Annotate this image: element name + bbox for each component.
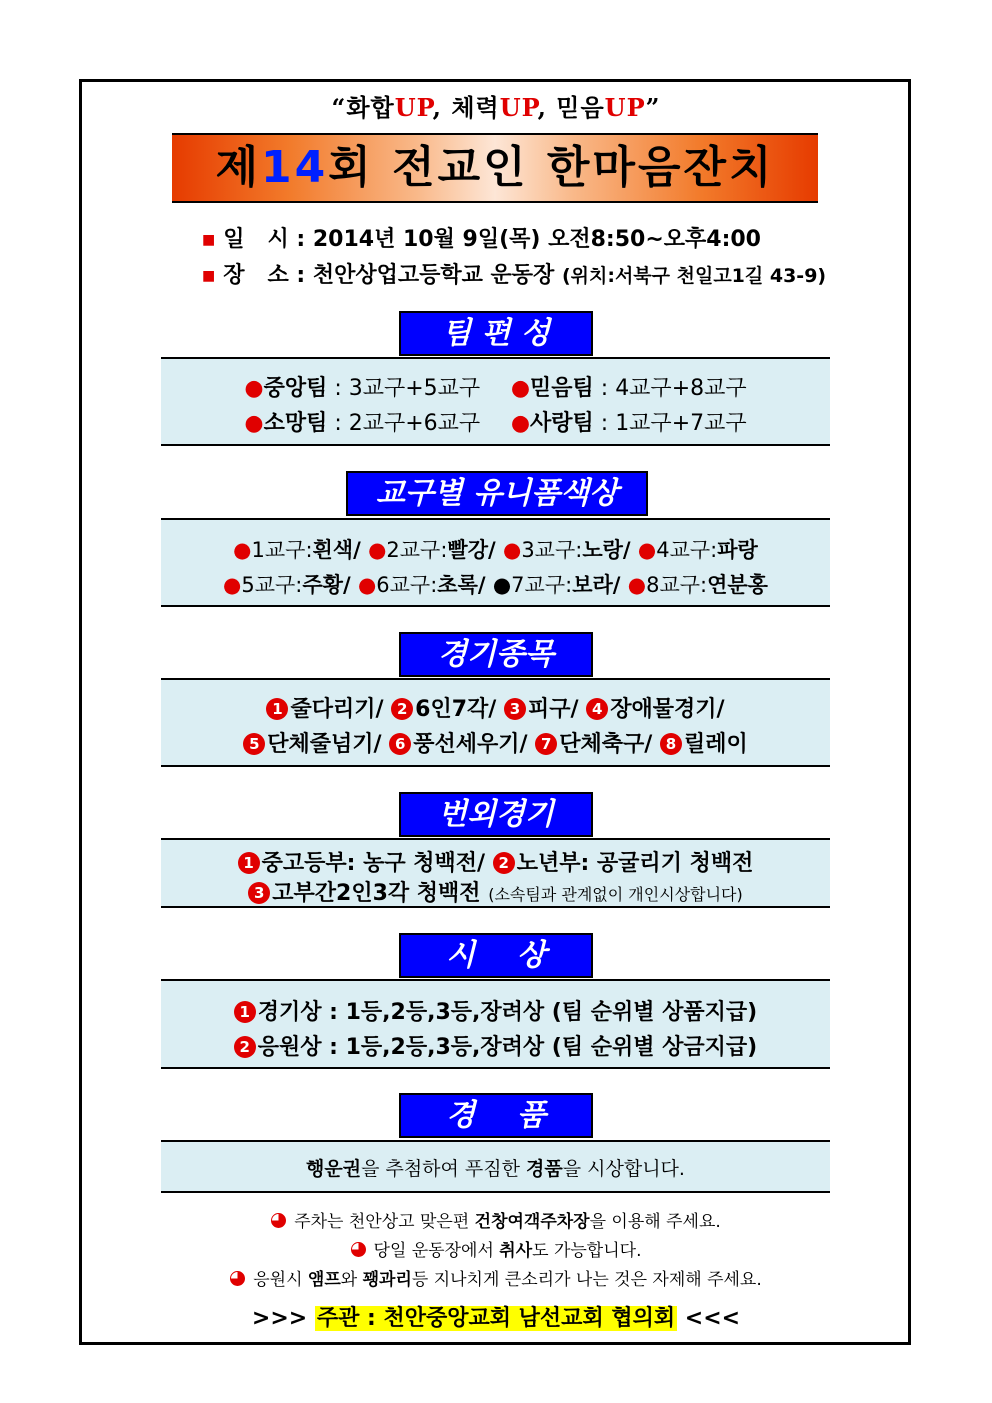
- event-name: 6인7각: [415, 697, 489, 722]
- uniform-color: 파랑: [717, 538, 758, 562]
- slogan-up: UP: [499, 93, 538, 122]
- events-box: [161, 678, 830, 767]
- slogan: [0, 88, 992, 123]
- uniform-color: 빨강: [447, 538, 488, 562]
- title-part: 제: [215, 142, 262, 193]
- district: 2교구: [386, 538, 441, 562]
- teams-row: ●소망팀 : 2교구+6교구 ●사랑팀 : 1교구+7교구: [244, 411, 747, 436]
- uniform-color: 노랑: [582, 538, 623, 562]
- number-circle-icon: 8: [660, 733, 682, 755]
- team-name: 중앙팀: [263, 376, 328, 401]
- prize-keyword: 경품: [526, 1158, 563, 1180]
- section-header-teams: 팀 편 성: [399, 311, 593, 356]
- events-row: 1 줄다리기/ 2 6인7각/ 3 피구/ 4 장애물경기/: [161, 692, 830, 723]
- number-circle-icon: 6: [389, 733, 411, 755]
- extra-box: [161, 838, 830, 908]
- chevrons-right-icon: >>>: [251, 1306, 308, 1331]
- bullet-dot-icon: ●: [244, 411, 264, 436]
- uniform-color: 주황: [302, 573, 343, 597]
- date-value: 2014년 10월 9일(목) 오전8:50~오후4:00: [312, 227, 761, 252]
- events-row: 5 단체줄넘기/ 6 풍선세우기/ 7 단체축구/ 8 릴레이: [161, 727, 830, 758]
- prize-keyword: 행운권: [306, 1158, 362, 1180]
- event-name: 장애물경기: [610, 697, 717, 722]
- district: 4교구: [656, 538, 711, 562]
- bullet-dot-icon: ●: [637, 538, 657, 562]
- title-part: 회 전교인 한마음잔치: [328, 142, 775, 193]
- bullet-dot-icon: ●: [244, 376, 264, 401]
- note-text: 등 지나치게 큰소리가 나는 것은 자제해 주세요.: [411, 1270, 762, 1290]
- bullet-dot-icon: ●: [233, 538, 252, 562]
- date-label: 일 시: [223, 227, 289, 252]
- team-districts: 2교구+6교구: [348, 411, 481, 436]
- event-name: 단체줄넘기: [267, 732, 374, 757]
- bullet-square-icon: ■: [202, 232, 216, 248]
- district: 8교구: [646, 573, 701, 597]
- note-cooking: [0, 1236, 992, 1261]
- pie-bullet-icon: [230, 1271, 245, 1286]
- place-detail: (위치:서북구 천일고1길 43-9): [561, 265, 827, 287]
- slogan-quote: ”: [645, 93, 661, 122]
- bullet-dot-icon: ●: [502, 538, 522, 562]
- event-title-banner: [172, 133, 818, 203]
- bullet-dot-icon: ●: [627, 573, 647, 597]
- prizes-row: [161, 1154, 830, 1181]
- event-name: 피구: [528, 697, 571, 722]
- slogan-word: 체력: [451, 93, 500, 122]
- number-circle-icon: 2: [391, 698, 413, 720]
- number-circle-icon: 7: [535, 733, 557, 755]
- awards-row: [161, 1030, 830, 1061]
- extra-note: (소속팀과 관계없이 개인시상합니다): [488, 885, 743, 904]
- slogan-quote: “: [331, 93, 347, 122]
- prizes-box: [161, 1140, 830, 1193]
- bullet-dot-icon: ●: [368, 538, 387, 562]
- note-text: 당일 운동장에서: [373, 1241, 500, 1261]
- note-text: 와: [340, 1270, 363, 1290]
- place-label: 장 소: [223, 263, 289, 288]
- number-circle-icon: 3: [248, 882, 270, 904]
- teams-row: ●중앙팀 : 3교구+5교구 ●믿음팀 : 4교구+8교구: [244, 376, 747, 401]
- number-circle-icon: 1: [266, 698, 288, 720]
- slogan-word: 화합: [346, 93, 395, 122]
- uniform-box: [161, 518, 830, 607]
- event-name: 풍선세우기: [413, 732, 520, 757]
- place-row: [202, 258, 826, 289]
- team-name: 사랑팀: [530, 411, 594, 436]
- colon: :: [288, 227, 313, 252]
- extra-event: 고부간2인3각 청백전: [272, 881, 481, 906]
- note-text: 도 가능합니다.: [532, 1241, 642, 1261]
- slogan-sep: ,: [432, 93, 452, 122]
- host-line: [0, 1301, 992, 1332]
- team-districts: 3교구+5교구: [348, 376, 481, 401]
- chevrons-left-icon: <<<: [684, 1306, 741, 1331]
- number-circle-icon: 1: [234, 1001, 256, 1023]
- slogan-sep: ,: [537, 93, 557, 122]
- event-name: 릴레이: [683, 732, 748, 757]
- uniform-color: 보라: [572, 573, 613, 597]
- section-header-awards: 시 상: [399, 933, 593, 978]
- district: 6교구: [376, 573, 431, 597]
- teams-box: [161, 357, 830, 446]
- note-keyword: 앰프: [307, 1270, 341, 1290]
- team-name: 믿음팀: [530, 376, 594, 401]
- team-districts: 4교구+8교구: [615, 376, 747, 401]
- award-text: 경기상 : 1등,2등,3등,장려상 (팀 순위별 상품지급): [257, 1000, 758, 1025]
- note-noise: [0, 1265, 992, 1290]
- bullet-dot-icon: ●: [510, 376, 531, 401]
- extra-row: [161, 876, 830, 907]
- note-keyword: 꽹과리: [362, 1270, 412, 1290]
- number-circle-icon: 3: [504, 698, 526, 720]
- awards-row: [161, 995, 830, 1026]
- bullet-dot-icon: ●: [510, 411, 531, 436]
- number-circle-icon: 1: [238, 852, 260, 874]
- number-circle-icon: 4: [586, 698, 608, 720]
- number-circle-icon: 2: [493, 852, 515, 874]
- extra-event: 노년부: 공굴리기 청백전: [516, 851, 754, 876]
- uniform-row: ●5교구:주황/ ●6교구:초록/ ●7교구:보라/ ●8교구:연분홍: [223, 573, 768, 597]
- place-value: 천안상업고등학교 운동장: [312, 263, 555, 288]
- section-header-extra: 번외경기: [399, 792, 593, 837]
- awards-box: [161, 979, 830, 1069]
- team-districts: 1교구+7교구: [615, 411, 747, 436]
- bullet-dot-icon: ●: [492, 573, 512, 597]
- district: 3교구: [521, 538, 576, 562]
- note-text: 을 이용해 주세요.: [589, 1212, 721, 1232]
- number-circle-icon: 5: [243, 733, 265, 755]
- date-row: [202, 222, 761, 253]
- uniform-color: 초록: [437, 573, 478, 597]
- team-name: 소망팀: [263, 411, 328, 436]
- district: 7교구: [511, 573, 566, 597]
- slogan-word: 믿음: [556, 93, 605, 122]
- extra-row: [161, 846, 830, 877]
- section-header-prizes: 경 품: [399, 1093, 593, 1138]
- bullet-dot-icon: ●: [223, 573, 242, 597]
- note-parking: [0, 1207, 992, 1232]
- title-number: 14: [261, 142, 329, 193]
- uniform-row: ●1교구:흰색/ ●2교구:빨강/ ●3교구:노랑/ ●4교구:파랑: [233, 538, 758, 562]
- section-header-events: 경기종목: [399, 632, 593, 677]
- note-keyword: 취사: [499, 1241, 533, 1261]
- prize-text: 을 추첨하여 푸짐한: [361, 1158, 527, 1180]
- number-circle-icon: 2: [234, 1036, 256, 1058]
- slogan-up: UP: [394, 93, 433, 122]
- event-name: 줄다리기: [290, 697, 376, 722]
- uniform-color: 흰색: [312, 538, 354, 562]
- bullet-square-icon: ■: [202, 268, 216, 284]
- award-text: 응원상 : 1등,2등,3등,장려상 (팀 순위별 상금지급): [257, 1035, 758, 1060]
- slogan-up: UP: [604, 93, 646, 122]
- extra-event: 중고등부: 농구 청백전/: [261, 851, 486, 876]
- bullet-dot-icon: ●: [357, 573, 377, 597]
- district: 1교구: [251, 538, 306, 562]
- district: 5교구: [241, 573, 296, 597]
- uniform-color: 연분홍: [707, 573, 768, 597]
- host-text: 주관 : 천안중앙교회 남선교회 협의회: [316, 1306, 676, 1331]
- note-text: 응원시: [253, 1270, 308, 1290]
- colon: :: [288, 263, 313, 288]
- section-header-uniform: 교구별 유니폼색상: [346, 471, 648, 516]
- event-name: 단체축구: [559, 732, 645, 757]
- note-text: 주차는 천안상고 맞은편: [294, 1212, 475, 1232]
- pie-bullet-icon: [271, 1213, 286, 1228]
- note-keyword: 건창여객주차장: [474, 1212, 590, 1232]
- prize-text: 을 시상합니다.: [562, 1158, 685, 1180]
- pie-bullet-icon: [351, 1242, 366, 1257]
